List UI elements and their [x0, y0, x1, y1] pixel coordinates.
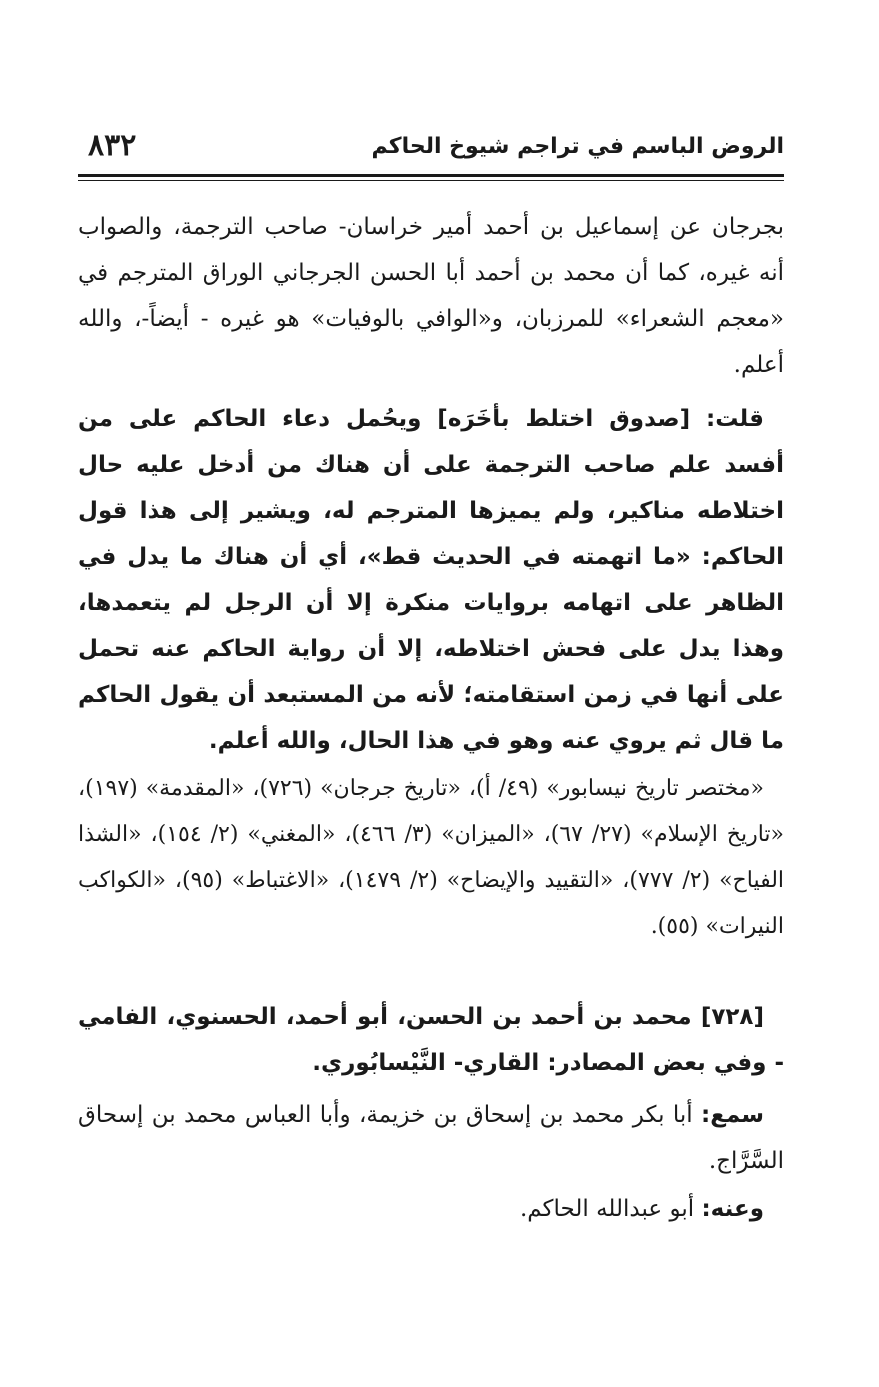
paragraph-heard-from	[78, 1092, 784, 1184]
heard-from-label: سمع:	[701, 1102, 764, 1128]
heard-from-text: أبا بكر محمد بن إسحاق بن خزيمة، وأبا العباس محمد بن إسحاق السَّرَّاج.	[78, 1102, 784, 1174]
narrated-by-label: وعنه:	[701, 1196, 764, 1222]
page-number: ٨٣٢	[88, 128, 137, 163]
narrated-by-text: أبو عبدالله الحاكم.	[519, 1196, 702, 1222]
running-header	[78, 128, 784, 168]
paragraph-narrated-by	[78, 1186, 784, 1232]
book-page	[78, 128, 784, 1222]
entry-heading: [٧٢٨] محمد بن أحمد بن الحسن، أبو أحمد، الحسنوي، الفامي - وفي بعض المصادر: القاري- النَّيْسابُوري.	[78, 1004, 784, 1076]
paragraph-sources: «مختصر تاريخ نيسابور» (٤٩/ أ)، «تاريخ جرجان» (٧٢٦)، «المقدمة» (١٩٧)، «تاريخ الإسلام» (٢٧/ ٦٧)، «الميزان» (٣/ ٤٦٦)، «المغني» (٢/ ١٥٤)، «الشذا الفياح» (٢/ ٧٧٧)، «التقييد والإيضاح» (٢/ ١٤٧٩)، «الاغتباط» (٩٥)، «الكواكب النيرات» (٥٥).	[78, 776, 784, 939]
page-body	[78, 204, 784, 1232]
paragraph-continuation: بجرجان عن إسماعيل بن أحمد أمير خراسان- صاحب الترجمة، والصواب أنه غيره، كما أن محمد بن أحمد أبا الحسن الجرجاني الوراق المترجم في «معجم الشعراء» للمرزبان، و«الوافي بالوفيات» هو غيره - أيضاً-، والله أعلم.	[78, 214, 784, 378]
book-title: الروض الباسم في تراجم شيوخ الحاكم	[371, 134, 784, 159]
header-rule-thin	[78, 180, 784, 181]
header-rule-thick	[78, 174, 784, 177]
paragraph-author-comment: قلت: [صدوق اختلط بأخَرَه] ويحُمل دعاء الحاكم على من أفسد علم صاحب الترجمة على أن هناك من أدخل عليه حال اختلاطه مناكير، ولم يميزها المترجم له، ويشير إلى هذا قول الحاكم: «ما اتهمته في الحديث قط»، أي أن هناك ما يدل في الظاهر على اتهامه بروايات منكرة إلا أن الرجل لم يتعمدها، وهذا يدل على فحش اختلاطه، إلا أن رواية الحاكم عنه تحمل على أنها في زمن استقامته؛ لأنه من المستبعد أن يقول الحاكم ما قال ثم يروي عنه وهو في هذا الحال، والله أعلم.	[78, 406, 784, 754]
